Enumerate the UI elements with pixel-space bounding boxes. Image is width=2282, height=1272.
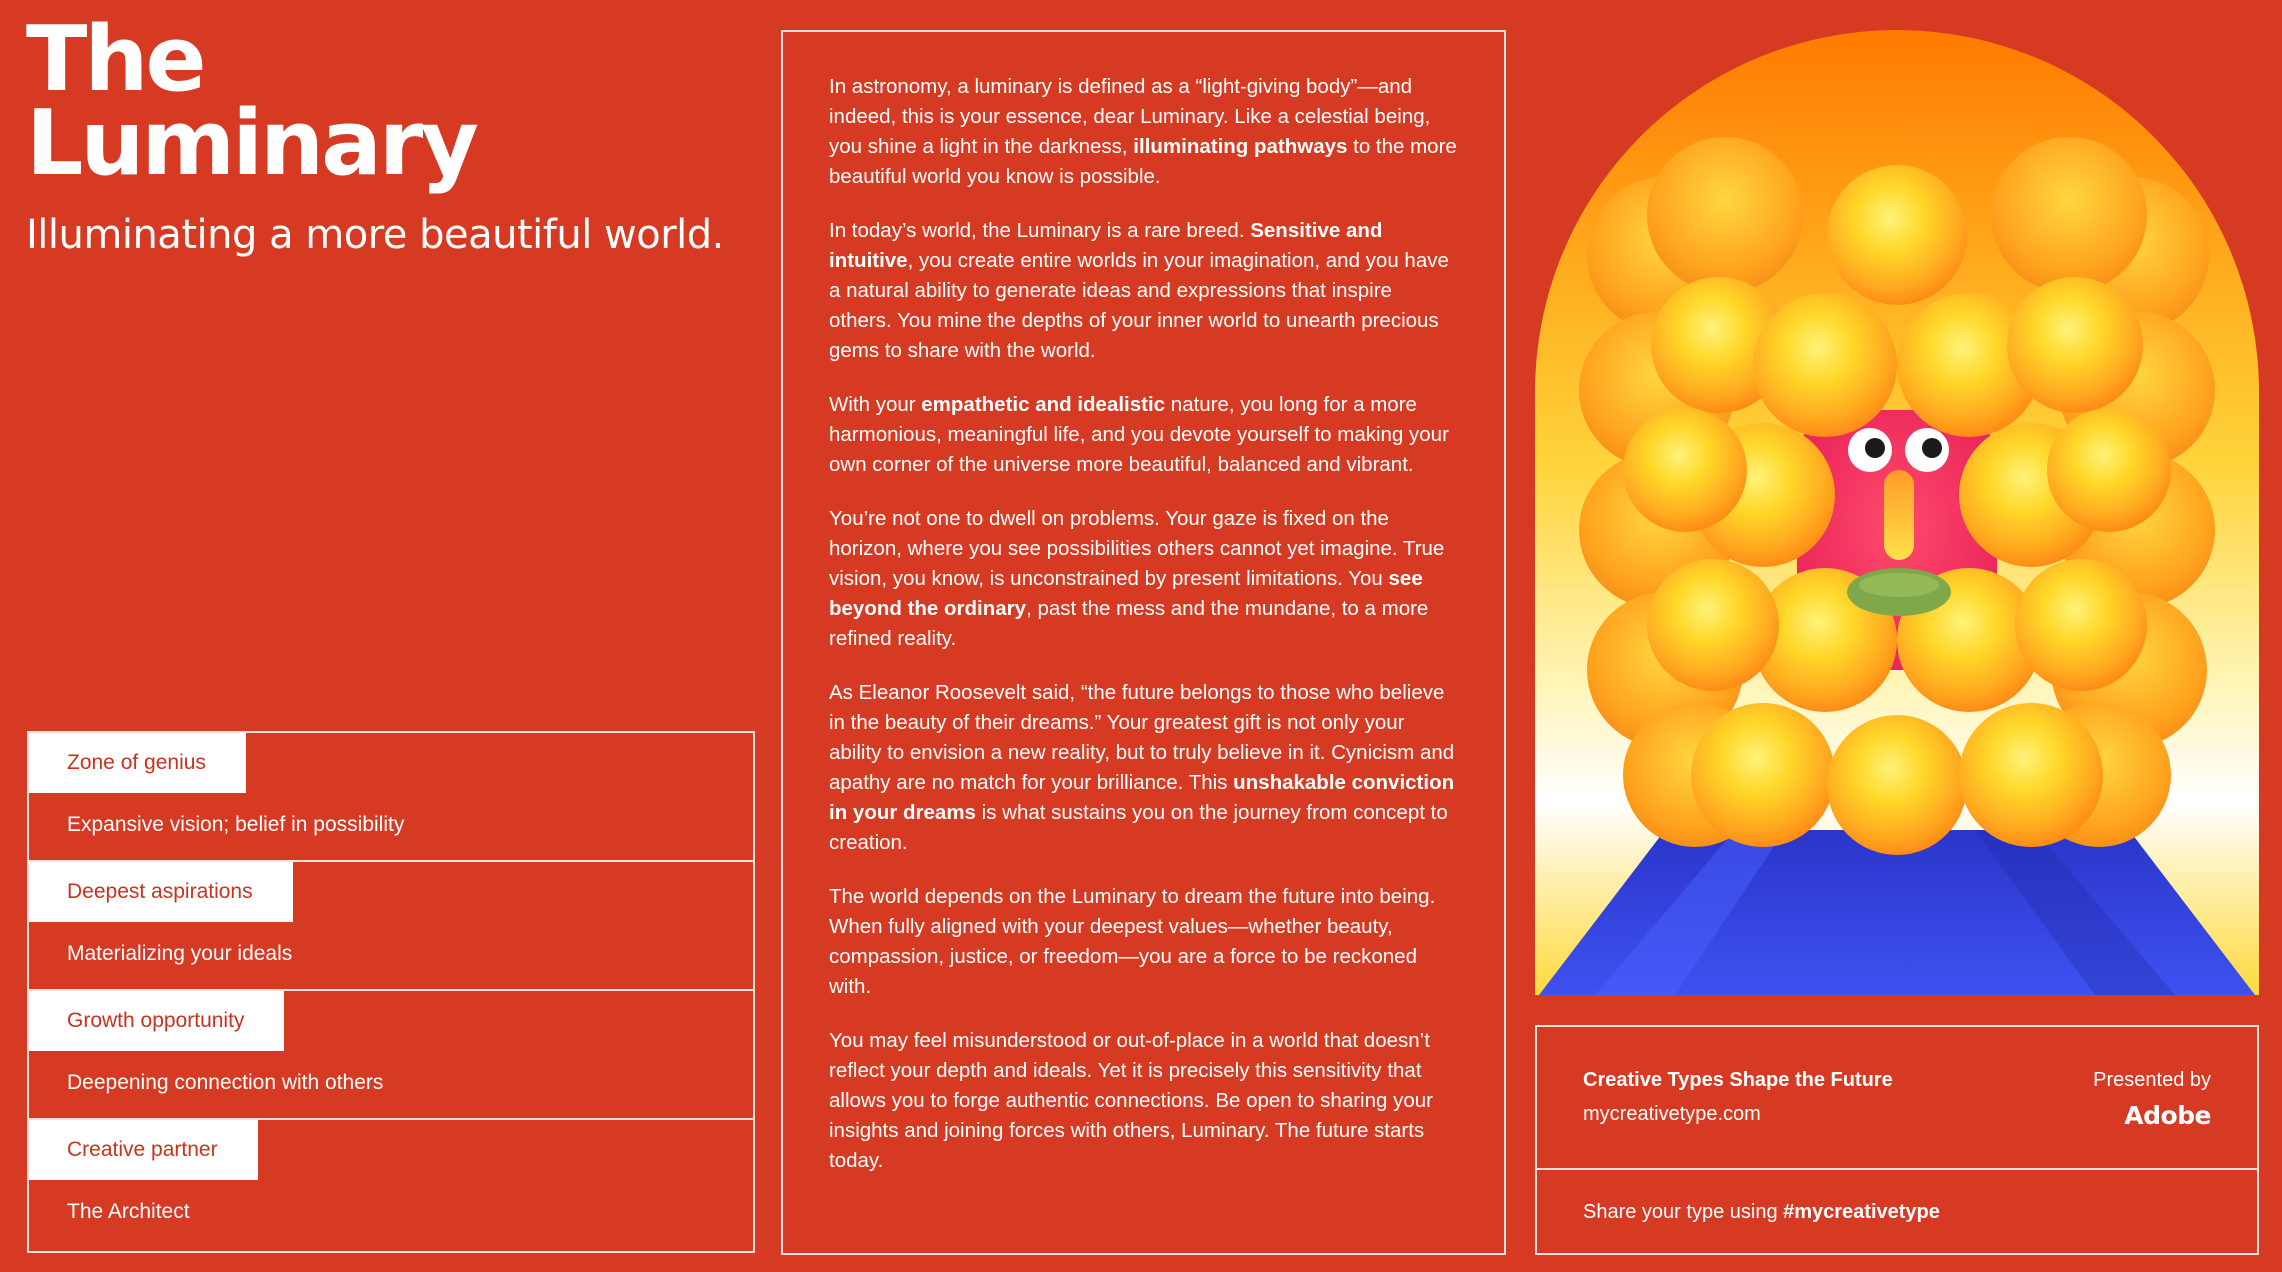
adobe-logo: Adobe [2124,1101,2211,1130]
footer-heading: Creative Types Shape the Future [1583,1069,1893,1091]
footer-top [1537,1027,2257,1170]
trait-creative-partner [29,1120,753,1253]
essay-paragraph: You may feel misunderstood or out-of-place in a world that doesn’t reflect your depth and ideals. Yet it is precisely this sensitivity that allows you to forge authentic connections. Be open to sharing your insights and joining forces with others, Luminary. The future starts today. [829,1029,1433,1172]
page-title [26,7,476,196]
essay-paragraph: In astronomy, a luminary is defined as a “light-giving body”—and indeed, this is your essence, dear Luminary. Like a celestial being, you shine a light in the darkness, illuminating pathways to the more beautiful world you know is possible. [829,75,1457,188]
share-line [1583,1201,1940,1224]
trait-value: Expansive vision; belief in possibility [67,813,405,836]
footer-website-link[interactable]: mycreativetype.com [1583,1103,1761,1125]
essay-panel [781,30,1506,1255]
trait-zone-of-genius [29,733,753,862]
trait-deepest-aspirations [29,862,753,991]
essay-paragraph: As Eleanor Roosevelt said, “the future belongs to those who believe in the beauty of their dreams.” Your greatest gift is not only your ability to envision a new reality, but to truly believe in it. Cynicism and apathy are no match for your brilliance. This unshakable conviction in your dreams is what sustains you on the journey from concept to creation. [829,681,1455,854]
share-hashtag[interactable]: #mycreativetype [1783,1201,1940,1223]
title-line-2: Luminary [26,91,476,196]
essay-paragraph: You’re not one to dwell on problems. Your gaze is fixed on the horizon, where you see possibilities others cannot yet imagine. True vision, you know, is unconstrained by present limitations. You see beyond the ordinary, past the mess and the mundane, to a more refined reality. [829,507,1445,650]
presented-by-label: Presented by [2093,1069,2211,1091]
essay-paragraph: In today’s world, the Luminary is a rare breed. Sensitive and intuitive, you create entire worlds in your imagination, and you have a natural ability to generate ideas and expressions that inspire others. You mine the depths of your inner world to unearth precious gems to share with the world. [829,219,1449,362]
luminary-character-illustration [1535,30,2259,995]
trait-label: Creative partner [29,1120,258,1180]
title-line-1: The [26,7,204,112]
trait-value: Deepening connection with others [67,1071,384,1094]
trait-value: Materializing your ideals [67,942,293,965]
essay-paragraph: The world depends on the Luminary to dream the future into being. When fully aligned with your deepest values—whether beauty, compassion, justice, or freedom—you are a force to be reckoned with. [829,885,1436,998]
trait-label: Deepest aspirations [29,862,293,922]
trait-label: Zone of genius [29,733,246,793]
trait-label: Growth opportunity [29,991,284,1051]
share-prefix: Share your type using [1583,1201,1784,1223]
traits-table [27,731,755,1253]
essay-paragraph: With your empathetic and idealistic nature, you long for a more harmonious, meaningful life, and you devote yourself to making your own corner of the universe more beautiful, balanced and vibrant. [829,393,1449,476]
trait-growth-opportunity [29,991,753,1120]
footer-panel [1535,1025,2259,1255]
page-subtitle: Illuminating a more beautiful world. [26,212,724,258]
trait-value: The Architect [67,1200,190,1223]
